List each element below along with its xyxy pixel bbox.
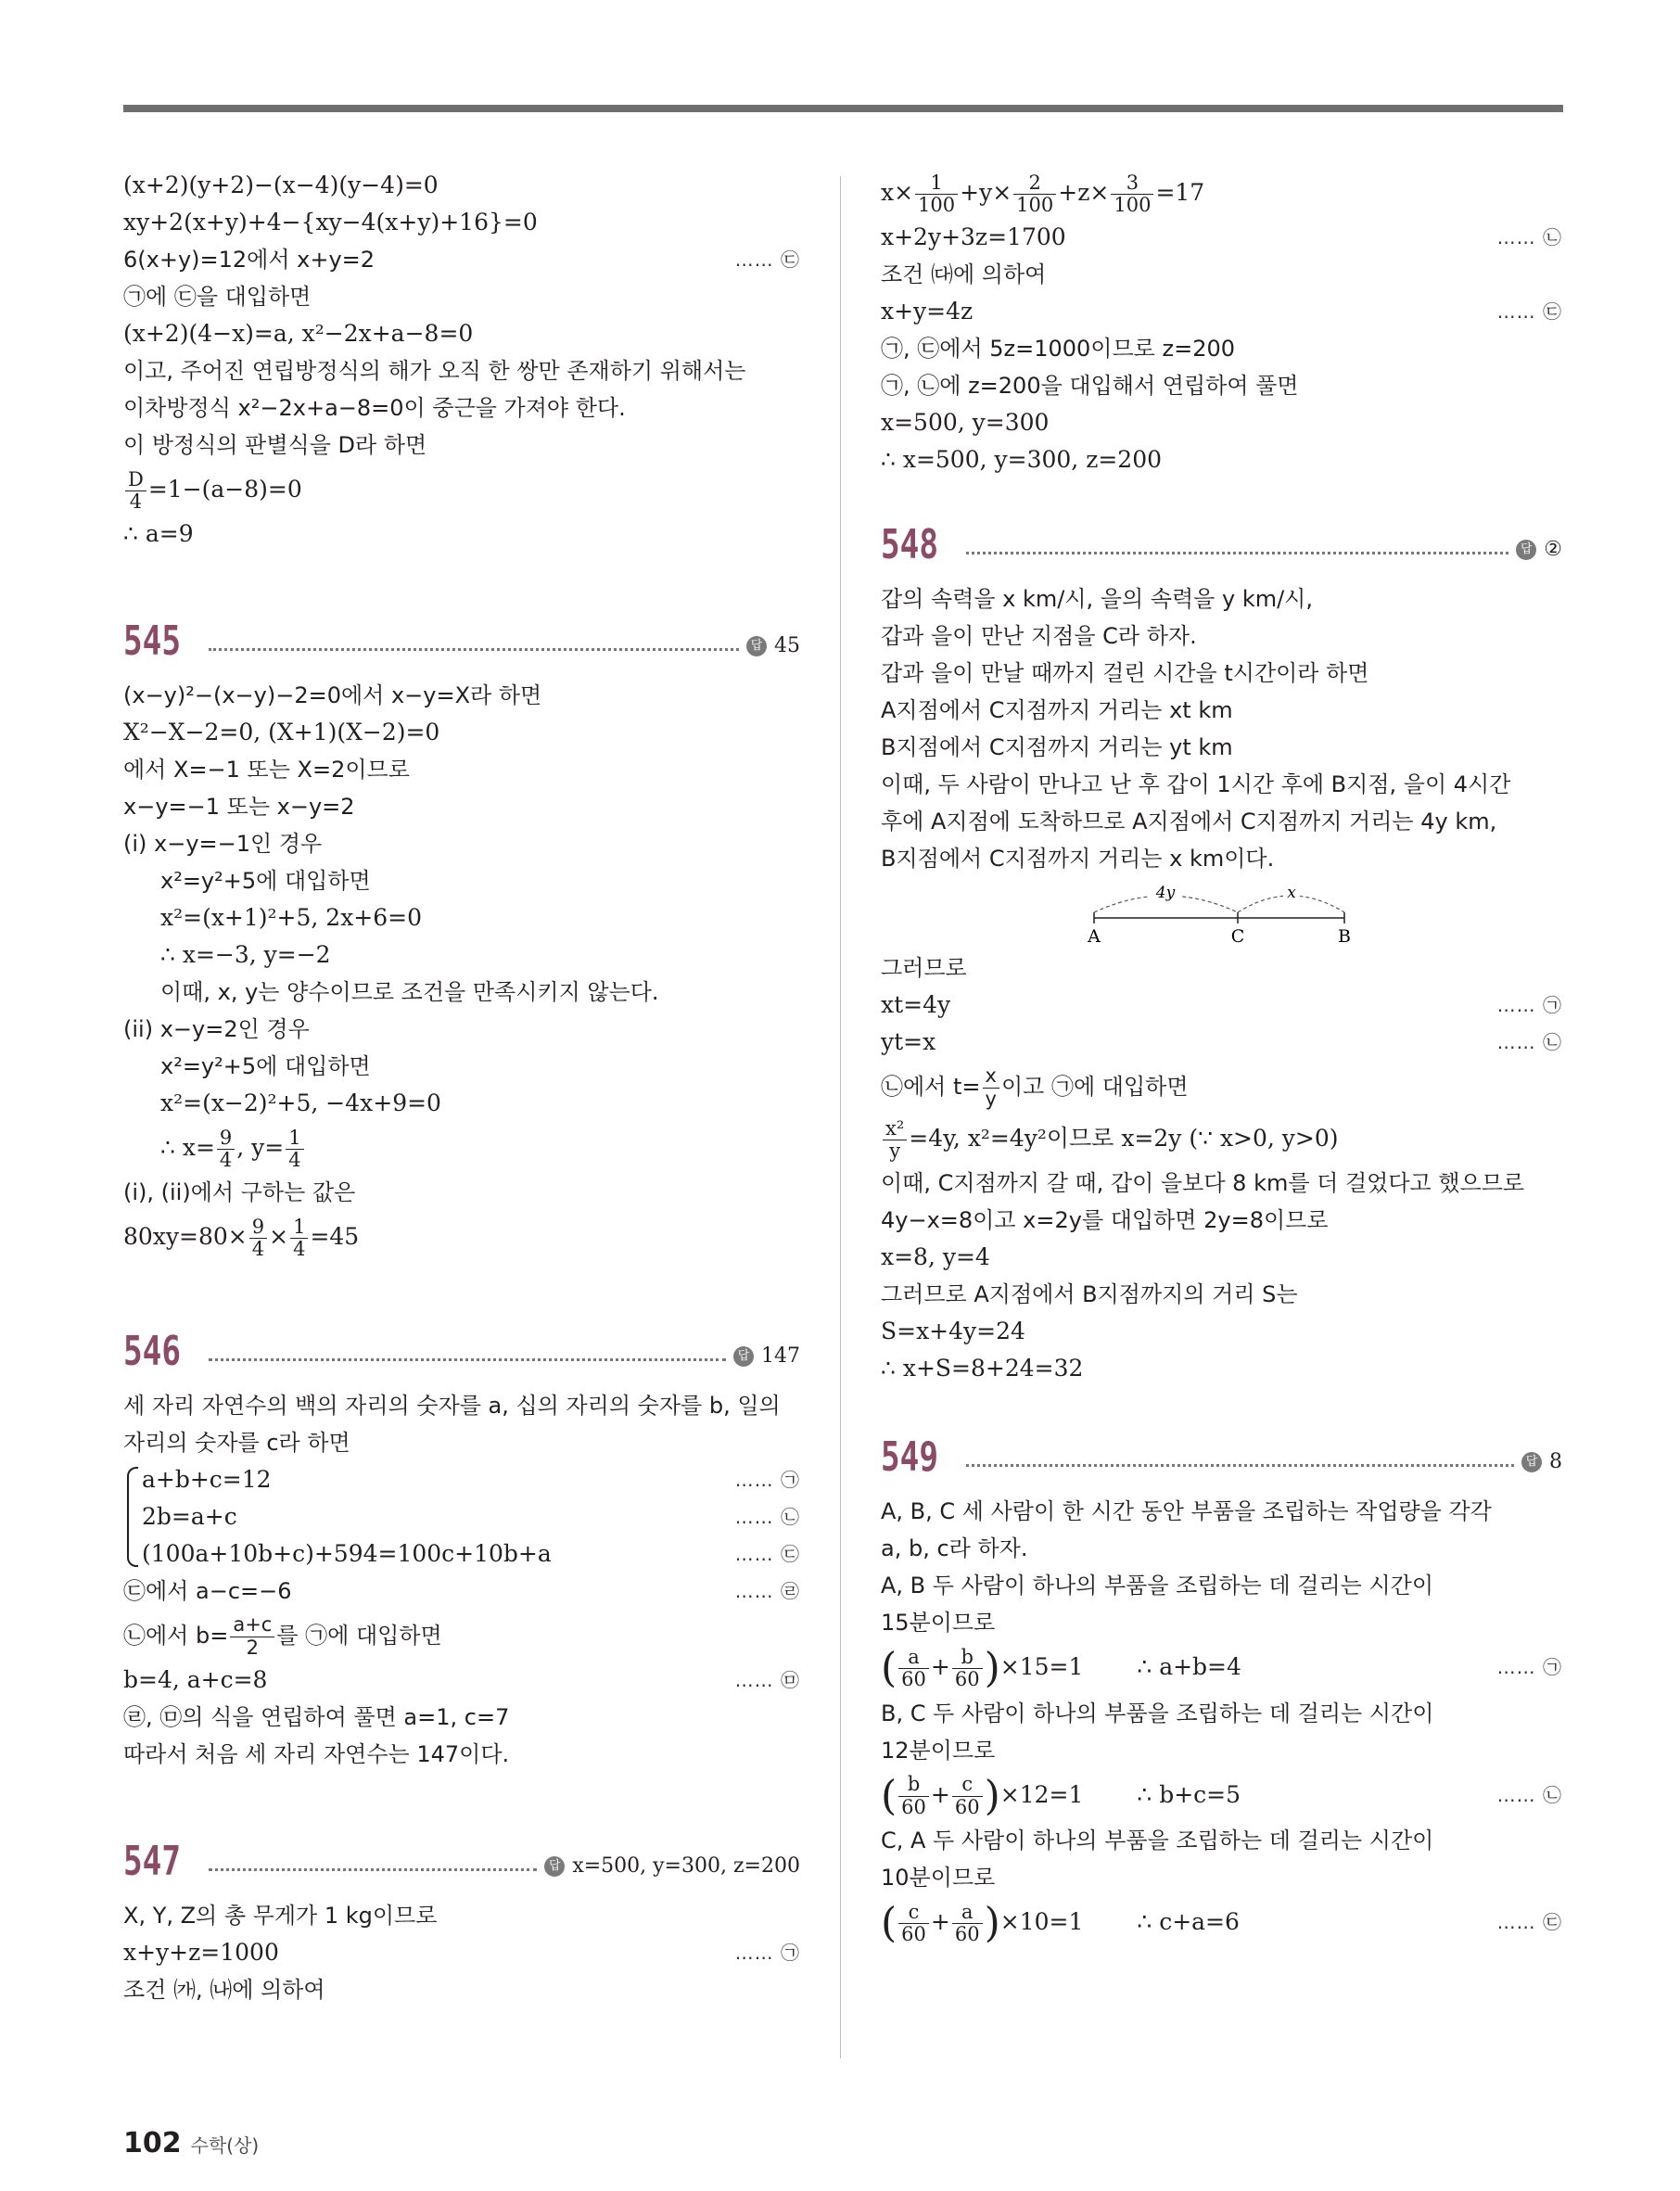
text-line: ㉡에서 t= $\frac{x}{y}$ 이고 ㉠에 대입하면: [881, 1064, 1189, 1110]
leader-dots: [209, 648, 739, 651]
math-line: yt=x …… ㉡: [881, 1024, 1562, 1061]
math-line: x²=(x−2)²+5, −4x+9=0: [160, 1089, 441, 1116]
text-line: ㉠, ㉡에 z=200을 대입해서 연립하여 풀면: [881, 373, 1299, 399]
equation-marker: …… ㉠: [734, 1469, 800, 1491]
text-line: ㉠, ㉢에서 5z=1000이므로 z=200: [881, 336, 1236, 362]
fraction: $\frac{c}{60}$: [952, 1774, 983, 1817]
math-line: x=500, y=300: [881, 409, 1050, 436]
math-line: $\frac{D}{4}$ =1−(a−8)=0: [123, 464, 800, 516]
fraction: $\frac{D}{4}$: [125, 469, 146, 513]
math-line: (x+2)(y+2)−(x−4)(y−4)=0: [123, 172, 439, 198]
fraction: $\frac{9}{4}$: [217, 1127, 235, 1171]
text-line: B지점에서 C지점까지 거리는 yt km: [881, 734, 1233, 760]
math-line: xy+2(x+y)+4−{xy−4(x+y)+16}=0: [123, 209, 538, 236]
math-line: ∴ x+S=8+24=32: [881, 1355, 1084, 1382]
problem-number: 549: [881, 1433, 938, 1481]
answer: 답 ②: [1516, 536, 1562, 564]
text-line: x²=y²+5에 대입하면: [160, 1053, 371, 1079]
problem-number: 546: [123, 1328, 181, 1375]
equation-marker: …… ㉠: [1496, 994, 1562, 1016]
math-line: ( $\frac{b}{60}$ + $\frac{c}{60}$ )×12=1 ∴ b+c=5 …… ㉡: [881, 1769, 1562, 1823]
equation-marker: …… ㉤: [734, 1669, 800, 1691]
text-line: 15분이므로: [881, 1610, 996, 1636]
text-line: 후에 A지점에 도착하므로 A지점에서 C지점까지 거리는 4y km,: [881, 809, 1497, 834]
math-line: ( $\frac{c}{60}$ + $\frac{a}{60}$ )×10=1 ∴ c+a=6 …… ㉢: [881, 1896, 1562, 1950]
text-line: B지점에서 C지점까지 거리는 x km이다.: [881, 846, 1275, 872]
math-line: (x+2)(4−x)=a, x²−2x+a−8=0: [123, 320, 474, 347]
fraction: $\frac{1}{4}$: [290, 1217, 308, 1260]
problem-number: 548: [881, 521, 938, 568]
answer-icon: 답: [1516, 540, 1536, 560]
text-line: (x−y)²−(x−y)−2=0에서 x−y=X라 하면: [123, 682, 542, 708]
answer: 답 147: [733, 1343, 800, 1370]
math-line: x+2y+3z=1700 …… ㉡: [881, 219, 1562, 256]
leader-dots: [209, 1358, 726, 1361]
math-line: S=x+4y=24: [881, 1318, 1025, 1344]
text-line: 이때, C지점까지 갈 때, 갑이 을보다 8 km를 더 걸었다고 했으므로: [881, 1170, 1525, 1196]
text-line: ㉠에 ㉢을 대입하면: [123, 284, 312, 310]
text-line: 그러므로: [881, 955, 967, 981]
equation-marker: …… ㉠: [734, 1942, 800, 1964]
distance-diagram-svg: [881, 881, 1562, 946]
text-line: 따라서 처음 세 자리 자연수는 147이다.: [123, 1741, 510, 1767]
equation-marker: …… ㉡: [1496, 1783, 1562, 1806]
text-line: A지점에서 C지점까지 거리는 xt km: [881, 697, 1233, 723]
text-line: 갑과 을이 만난 지점을 C라 하자.: [881, 623, 1197, 649]
math-line: b=4, a+c=8 …… ㉤: [123, 1662, 800, 1699]
math-line: X²−X−2=0, (X+1)(X−2)=0: [123, 719, 440, 745]
text-line: A, B 두 사람이 하나의 부품을 조립하는 데 걸리는 시간이: [881, 1573, 1434, 1599]
problem-number: 547: [123, 1838, 181, 1885]
fraction: $\frac{a}{60}$: [952, 1902, 983, 1945]
leader-dots: [966, 552, 1508, 554]
text-line: 에서 X=−1 또는 X=2이므로: [123, 757, 410, 783]
text-line: ㉣, ㉤의 식을 연립하여 풀면 a=1, c=7: [123, 1704, 510, 1730]
math-line: 80xy=80× $\frac{9}{4}$ × $\frac{1}{4}$ =45: [123, 1215, 360, 1260]
column-divider: [840, 176, 841, 2058]
leader-dots: [209, 1868, 537, 1871]
text-line: C, A 두 사람이 하나의 부품을 조립하는 데 걸리는 시간이: [881, 1828, 1434, 1853]
fraction: $\frac{2}{100}$: [1013, 172, 1056, 216]
math-line: x+y=4z …… ㉢: [881, 293, 1562, 330]
fraction: $\frac{b}{60}$: [952, 1647, 983, 1690]
math-line: ∴ x=500, y=300, z=200: [881, 446, 1163, 473]
answer-icon: 답: [733, 1346, 754, 1367]
left-column: [123, 167, 800, 2008]
text-line: 12분이므로: [881, 1737, 996, 1764]
text-line: x²=y²+5에 대입하면: [160, 868, 371, 894]
text-line: (i) x−y=−1인 경우: [123, 831, 323, 857]
book-title: 수학(상): [190, 2134, 260, 2157]
text-line: 이차방정식 x²−2x+a−8=0이 중근을 가져야 한다.: [123, 395, 626, 421]
answer: 답 8: [1521, 1448, 1562, 1476]
fraction: $\frac{1}{4}$: [286, 1127, 303, 1171]
text-line: 조건 ㈐에 의하여: [881, 261, 1047, 287]
equation-marker: …… ㉢: [734, 1543, 800, 1565]
text-line: 이때, x, y는 양수이므로 조건을 만족시키지 않는다.: [160, 979, 659, 1005]
text-line: 갑의 속력을 x km/시, 을의 속력을 y km/시,: [881, 586, 1314, 612]
math-line: x²=(x+1)²+5, 2x+6=0: [160, 904, 423, 931]
equation-marker: …… ㉣: [734, 1580, 800, 1602]
distance-diagram: [881, 881, 1562, 946]
point-a: A: [1088, 926, 1101, 946]
right-column: [881, 167, 1562, 1950]
text-line: a, b, c라 하자.: [881, 1535, 1028, 1561]
text-line: x−y=−1 또는 x−y=2: [123, 794, 355, 820]
math-line: x=8, y=4: [881, 1243, 990, 1270]
problem-header-546: [123, 1315, 800, 1374]
math-line: ( $\frac{a}{60}$ + $\frac{b}{60}$ )×15=1 ∴ a+b=4 …… ㉠: [881, 1641, 1562, 1695]
text-line: 이 방정식의 판별식을 D라 하면: [123, 432, 427, 458]
equation-marker: …… ㉡: [1496, 1031, 1562, 1053]
math-line: x× $\frac{1}{100}$ +y× $\frac{2}{100}$ +z× $\frac{3}{100}$ =17: [881, 171, 1205, 216]
text-line: ㉡에서 b= $\frac{a+c}{2}$ 를 ㉠에 대입하면: [123, 1613, 442, 1659]
page-number: 102: [123, 2127, 182, 2159]
equation-marker: …… ㉢: [1496, 1911, 1562, 1933]
answer-icon: 답: [544, 1856, 565, 1877]
equation-marker: …… ㉢: [1496, 300, 1562, 323]
page-footer: [123, 2127, 259, 2159]
fraction: $\frac{1}{100}$: [915, 172, 958, 216]
problem-header-545: [123, 605, 800, 664]
equation-marker: …… ㉢: [734, 248, 800, 271]
fraction: $\frac{x}{y}$: [983, 1065, 999, 1109]
text-line: 조건 ㈎, ㈏에 의하여: [123, 1977, 325, 2003]
problem-header-547: [123, 1825, 800, 1884]
answer-icon: 답: [746, 636, 767, 656]
math-line: (100a+10b+c)+594=100c+10b+a …… ㉢: [142, 1535, 800, 1573]
text-line: 그러므로 A지점에서 B지점까지의 거리 S는: [881, 1281, 1298, 1307]
text-line: 자리의 숫자를 c라 하면: [123, 1430, 350, 1456]
text-line: 6(x+y)=12에서 x+y=2 …… ㉢: [123, 241, 800, 278]
answer: 답 x=500, y=300, z=200: [544, 1853, 800, 1880]
math-line: xt=4y …… ㉠: [881, 987, 1562, 1024]
text-line: 10분이므로: [881, 1865, 996, 1891]
point-c: C: [1230, 926, 1245, 946]
text-line: 이고, 주어진 연립방정식의 해가 오직 한 쌍만 존재하기 위해서는: [123, 358, 746, 384]
problem-header-549: [881, 1420, 1562, 1480]
answer-icon: 답: [1521, 1452, 1542, 1472]
equation-marker: …… ㉡: [1496, 226, 1562, 248]
text-line: 4y−x=8이고 x=2y를 대입하면 2y=8이므로: [881, 1207, 1329, 1233]
fraction: $\frac{c}{60}$: [898, 1902, 929, 1945]
math-line: ∴ x= $\frac{9}{4}$ , y= $\frac{1}{4}$: [123, 1122, 800, 1174]
math-line: x+y+z=1000 …… ㉠: [123, 1934, 800, 1971]
fraction: $\frac{\text{x²}}{y}$: [883, 1118, 907, 1162]
math-line: ∴ a=9: [123, 520, 194, 547]
leader-dots: [966, 1464, 1514, 1467]
text-line: (i), (ii)에서 구하는 값은: [123, 1179, 356, 1205]
fraction: $\frac{a}{60}$: [898, 1647, 929, 1690]
problem-header-548: [881, 508, 1562, 567]
text-line: A, B, C 세 사람이 한 시간 동안 부품을 조립하는 작업량을 각각: [881, 1498, 1492, 1524]
fraction: $\frac{a+c}{2}$: [230, 1614, 274, 1658]
text-line: X, Y, Z의 총 무게가 1 kg이므로: [123, 1903, 438, 1929]
fraction: $\frac{3}{100}$: [1111, 172, 1153, 216]
math-line: ∴ x=−3, y=−2: [160, 941, 331, 968]
math-line: $\frac{\text{x²}}{y}$ =4y, x²=4y²이므로 x=2y (∵ x>0, y>0): [881, 1113, 1562, 1165]
text-line: 세 자리 자연수의 백의 자리의 숫자를 a, 십의 자리의 숫자를 b, 일의: [123, 1393, 781, 1419]
text-line: ㉢에서 a−c=−6 …… ㉣: [123, 1573, 800, 1610]
text-line: B, C 두 사람이 하나의 부품을 조립하는 데 걸리는 시간이: [881, 1700, 1434, 1726]
fraction: $\frac{9}{4}$: [249, 1217, 267, 1260]
math-line: 2b=a+c …… ㉡: [142, 1498, 800, 1535]
problem-number: 545: [123, 618, 181, 665]
equation-system: [123, 1461, 800, 1573]
equation-marker: …… ㉠: [1496, 1656, 1562, 1678]
equation-marker: …… ㉡: [734, 1506, 800, 1528]
text-line: (ii) x−y=2인 경우: [123, 1016, 310, 1042]
label-x: x: [1287, 884, 1296, 902]
label-4y: 4y: [1155, 884, 1176, 902]
text-line: 이때, 두 사람이 만나고 난 후 갑이 1시간 후에 B지점, 을이 4시간: [881, 771, 1511, 797]
math-line: a+b+c=12 …… ㉠: [142, 1461, 800, 1498]
point-b: B: [1338, 926, 1351, 946]
text-line: 갑과 을이 만날 때까지 걸린 시간을 t시간이라 하면: [881, 660, 1369, 686]
top-rule: [123, 105, 1563, 112]
fraction: $\frac{b}{60}$: [898, 1774, 929, 1817]
answer: 답 45: [746, 632, 800, 660]
